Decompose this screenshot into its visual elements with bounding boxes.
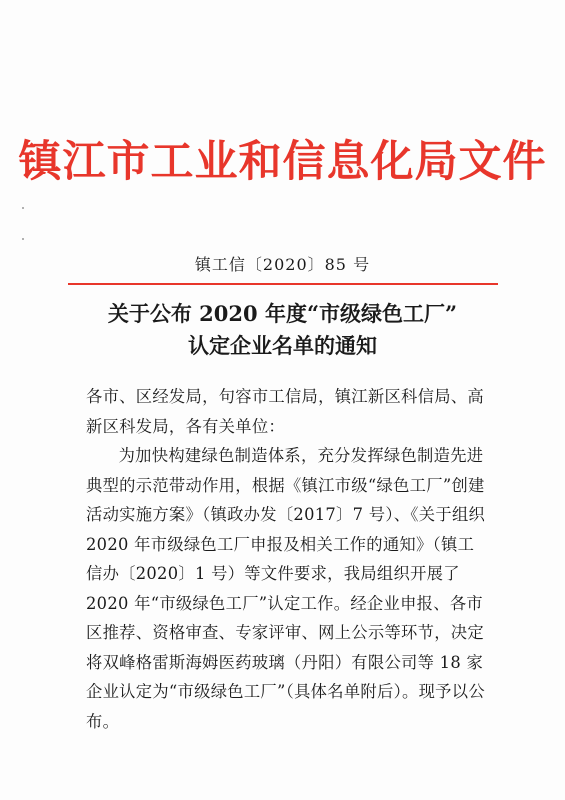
scan-speck: [22, 238, 24, 240]
notice-title-line-1: 关于公布 2020 年度“市级绿色工厂”: [107, 301, 458, 326]
document-number: 镇工信〔2020〕85 号: [194, 255, 371, 274]
salutation: 各市、区经发局，句容市工信局，镇江新区科信局、高新区科发局，各有关单位：: [86, 387, 484, 436]
notice-body: [86, 382, 486, 736]
red-divider-line: [68, 283, 498, 285]
scan-speck: [22, 207, 24, 209]
issuing-authority-header: 镇江市工业和信息化局文件: [18, 137, 547, 187]
notice-title: [0, 298, 565, 362]
notice-title-line-2: 认定企业名单的通知: [188, 333, 377, 358]
body-paragraph: 为加快构建绿色制造体系，充分发挥绿色制造先进典型的示范带动作用，根据《镇江市级“绿色工厂”创建活动实施方案》（镇政办发〔2017〕7 号）、《关于组织 2020 年市级绿色工厂申报及相关工作的通知》（镇工信办〔2020〕1 号）等文件要求，我局组织开展了 2020 年“市级绿色工厂”认定工作。经企业申报、各市区推荐、资格审查、专家评审、网上公示等环节，决定将双峰格雷斯海姆医药玻璃（丹阳）有限公司等 18 家企业认定为“市级绿色工厂”（具体名单附后）。现予以公布。: [86, 446, 486, 731]
